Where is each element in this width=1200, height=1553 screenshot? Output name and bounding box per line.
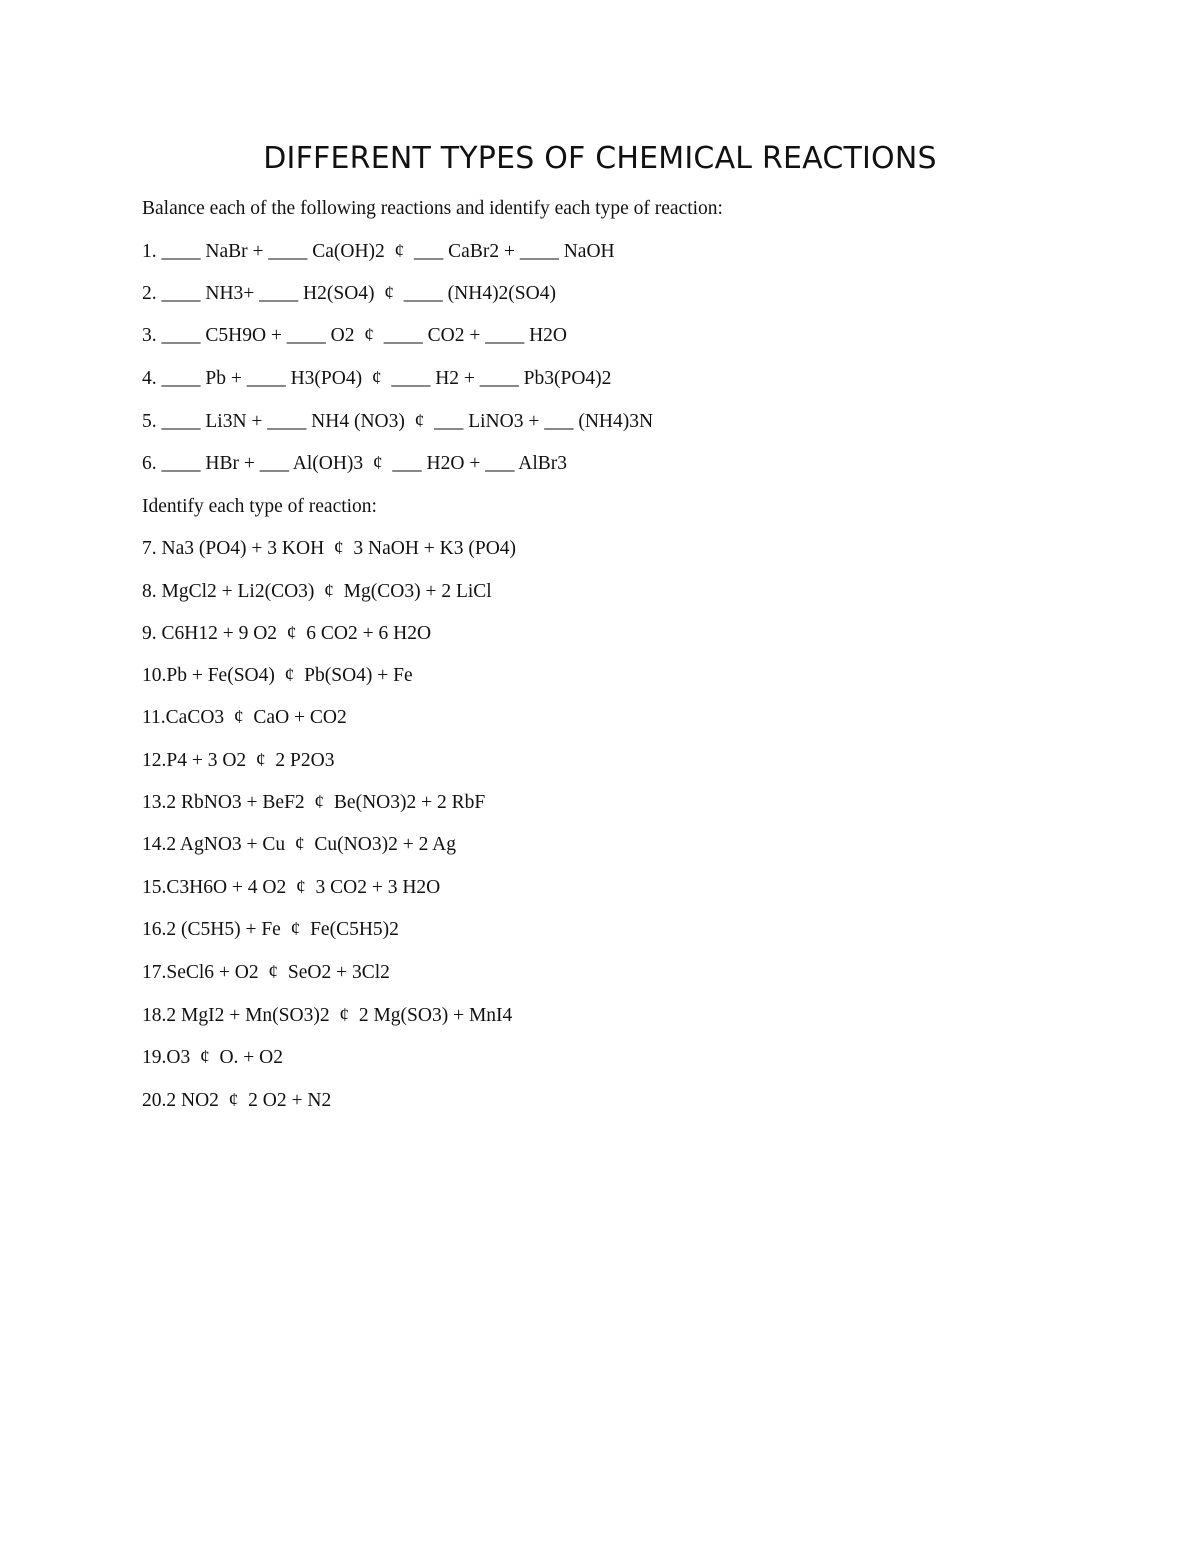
identify-item-14: 14.2 AgNO3 + Cu ¢ Cu(NO3)2 + 2 Ag [142, 834, 456, 855]
identify-instruction: Identify each type of reaction: [142, 496, 377, 517]
identify-item-7: 7. Na3 (PO4) + 3 KOH ¢ 3 NaOH + K3 (PO4) [142, 538, 517, 559]
balance-item-6: 6. ____ HBr + ___ Al(OH)3 ¢ ___ H2O + ___ AlBr3 [142, 453, 567, 474]
identify-item-11: 11.CaCO3 ¢ CaO + CO2 [142, 707, 347, 728]
identify-item-12: 12.P4 + 3 O2 ¢ 2 P2O3 [142, 750, 335, 771]
identify-item-19: 19.O3 ¢ O. + O2 [142, 1047, 283, 1068]
balance-item-2: 2. ____ NH3+ ____ H2(SO4) ¢ ____ (NH4)2(SO4) [142, 283, 556, 304]
identify-item-10: 10.Pb + Fe(SO4) ¢ Pb(SO4) + Fe [142, 665, 413, 686]
identify-item-15: 15.C3H6O + 4 O2 ¢ 3 CO2 + 3 H2O [142, 877, 441, 898]
identify-item-8: 8. MgCl2 + Li2(CO3) ¢ Mg(CO3) + 2 LiCl [142, 581, 492, 602]
balance-instruction: Balance each of the following reactions and identify each type of reaction: [142, 198, 723, 219]
balance-item-5: 5. ____ Li3N + ____ NH4 (NO3) ¢ ___ LiNO3 + ___ (NH4)3N [142, 411, 654, 432]
identify-item-18: 18.2 MgI2 + Mn(SO3)2 ¢ 2 Mg(SO3) + MnI4 [142, 1005, 513, 1026]
identify-item-17: 17.SeCl6 + O2 ¢ SeO2 + 3Cl2 [142, 962, 390, 983]
identify-item-20: 20.2 NO2 ¢ 2 O2 + N2 [142, 1090, 332, 1111]
identify-item-9: 9. C6H12 + 9 O2 ¢ 6 CO2 + 6 H2O [142, 623, 432, 644]
balance-item-3: 3. ____ C5H9O + ____ O2 ¢ ____ CO2 + ____ H2O [142, 325, 568, 346]
identify-item-13: 13.2 RbNO3 + BeF2 ¢ Be(NO3)2 + 2 RbF [142, 792, 486, 813]
balance-item-4: 4. ____ Pb + ____ H3(PO4) ¢ ____ H2 + ____ Pb3(PO4)2 [142, 368, 612, 389]
worksheet-title: DIFFERENT TYPES OF CHEMICAL REACTIONS [263, 141, 937, 176]
identify-item-16: 16.2 (C5H5) + Fe ¢ Fe(C5H5)2 [142, 919, 399, 940]
balance-item-1: 1. ____ NaBr + ____ Ca(OH)2 ¢ ___ CaBr2 + ____ NaOH [142, 241, 615, 262]
